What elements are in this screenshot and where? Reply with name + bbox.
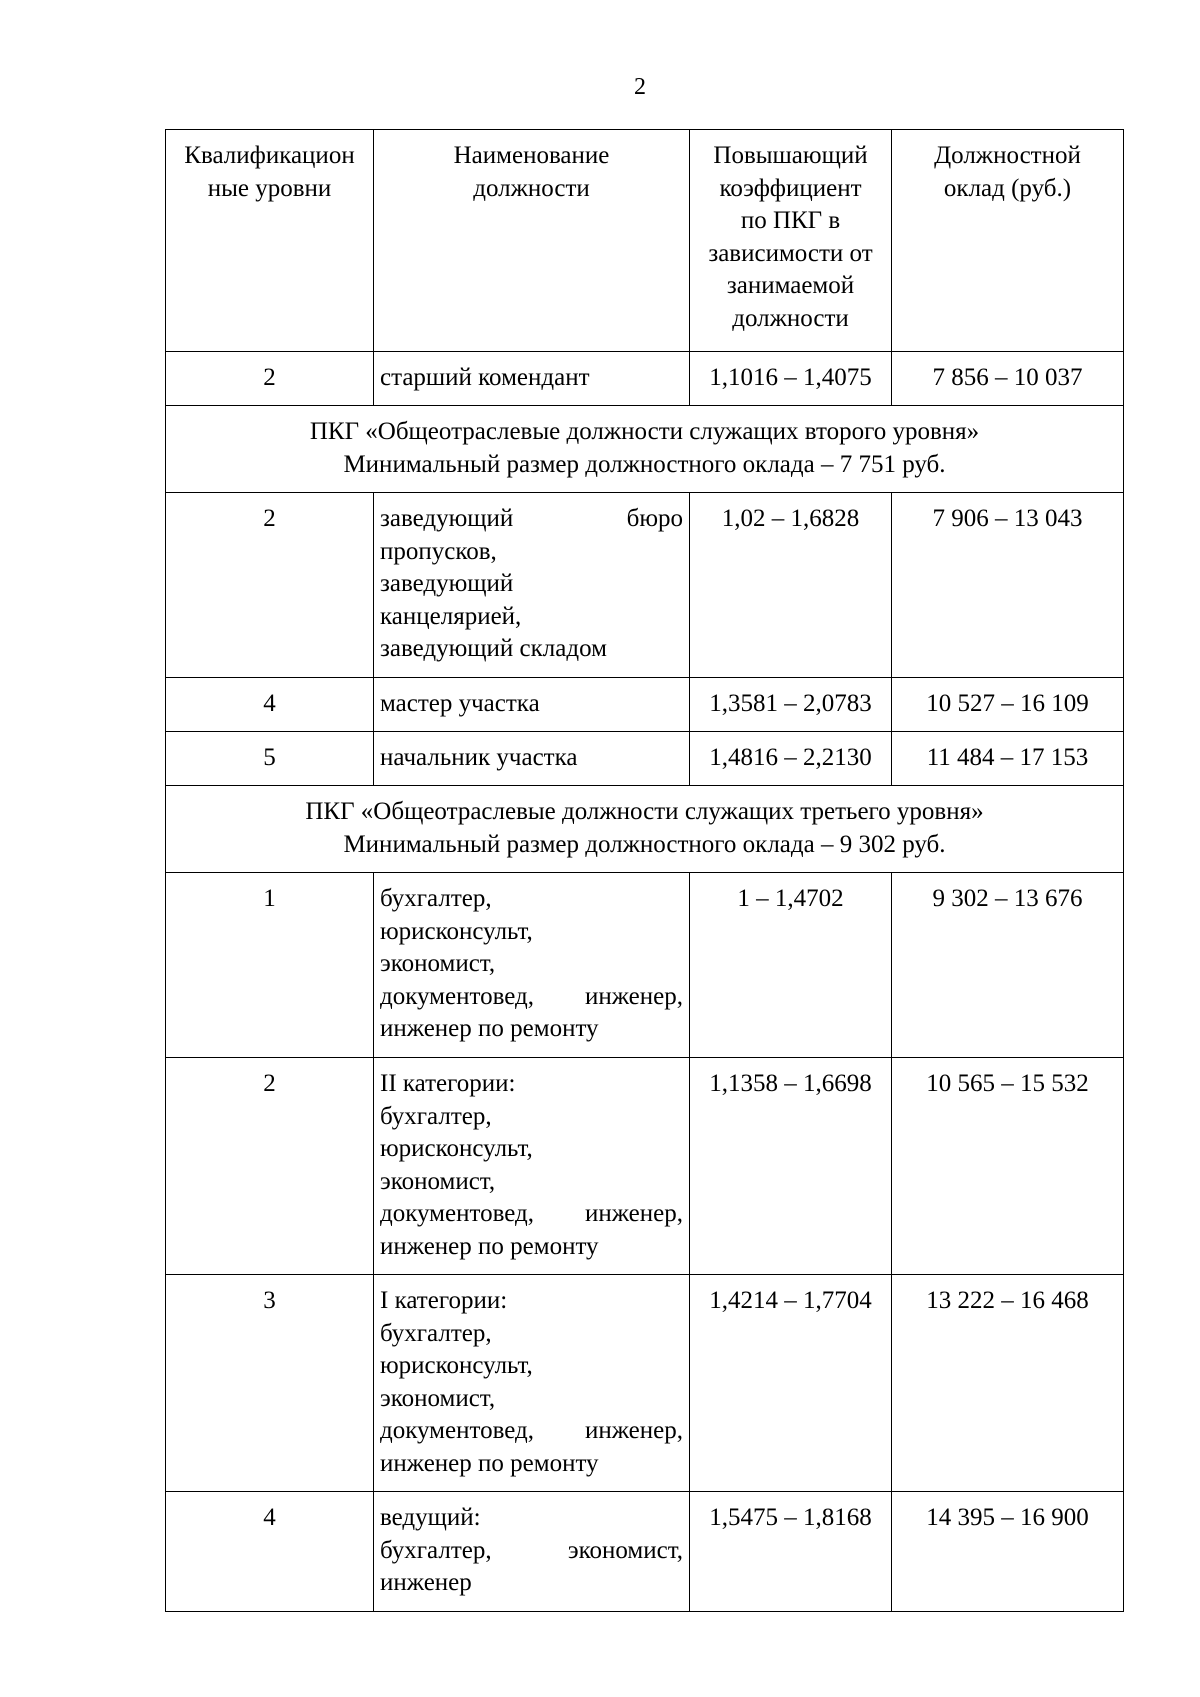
coefficient-cell: 1,4816 – 2,2130 xyxy=(690,732,892,786)
coefficient-cell: 1 – 1,4702 xyxy=(690,873,892,1058)
header-line: должности xyxy=(473,174,590,202)
position-name-line: документовед, инженер, xyxy=(380,1200,683,1227)
header-salary xyxy=(892,130,1124,352)
position-name-line: юрисконсульт, xyxy=(380,1135,533,1162)
position-name-line: бухгалтер, xyxy=(380,1102,492,1130)
table-row xyxy=(166,873,1124,1058)
header-line: Должностной xyxy=(934,142,1081,169)
group-heading-row xyxy=(166,786,1124,873)
qualification-level-cell: 2 xyxy=(166,1058,374,1275)
qualification-level-cell: 5 xyxy=(166,732,374,786)
header-line: Повышающий xyxy=(713,142,868,169)
table-row xyxy=(166,732,1124,786)
position-name-line: начальник участка xyxy=(380,744,578,771)
position-name-line: заведующий складом xyxy=(380,635,607,662)
qualification-level-cell: 3 xyxy=(166,1275,374,1492)
salary-cell: 7 906 – 13 043 xyxy=(892,493,1124,678)
header-line: ные уровни xyxy=(207,174,332,202)
table-row xyxy=(166,1492,1124,1612)
salary-cell: 13 222 – 16 468 xyxy=(892,1275,1124,1492)
header-line: коэффициент xyxy=(719,174,862,202)
salary-table-body xyxy=(166,130,1124,1612)
position-name-line: инженер по ремонту xyxy=(380,1449,599,1477)
coefficient-cell: 1,1016 – 1,4075 xyxy=(690,352,892,406)
group-heading-cell xyxy=(166,406,1124,493)
table-row xyxy=(166,493,1124,678)
qualification-level-cell: 2 xyxy=(166,493,374,678)
header-line: по ПКГ в xyxy=(740,207,841,234)
page-number: 2 xyxy=(634,74,646,100)
position-name-cell xyxy=(374,678,690,732)
position-name-cell xyxy=(374,1492,690,1612)
position-name-line: документовед, инженер, xyxy=(380,1417,683,1444)
position-name-line: I категории: xyxy=(380,1287,508,1314)
position-name-line: пропусков, xyxy=(380,537,497,565)
coefficient-cell: 1,3581 – 2,0783 xyxy=(690,678,892,732)
qualification-level-cell: 4 xyxy=(166,1492,374,1612)
position-name-line: заведующий бюро xyxy=(380,505,683,532)
salary-cell: 10 565 – 15 532 xyxy=(892,1058,1124,1275)
position-name-line: юрисконсульт, xyxy=(380,1352,533,1379)
coefficient-cell: 1,5475 – 1,8168 xyxy=(690,1492,892,1612)
coefficient-cell: 1,02 – 1,6828 xyxy=(690,493,892,678)
position-name-line: инженер по ремонту xyxy=(380,1232,599,1260)
group-heading-row xyxy=(166,406,1124,493)
header-line: оклад (руб.) xyxy=(943,174,1072,202)
position-name-line: экономист, xyxy=(380,950,496,977)
position-name-line: ведущий: xyxy=(380,1504,481,1531)
position-name-line: II категории: xyxy=(380,1070,516,1097)
header-line: занимаемой xyxy=(726,272,855,299)
table-row xyxy=(166,352,1124,406)
salary-cell: 9 302 – 13 676 xyxy=(892,873,1124,1058)
position-name-line: заведующий xyxy=(380,570,514,597)
salary-cell: 10 527 – 16 109 xyxy=(892,678,1124,732)
header-position-name xyxy=(374,130,690,352)
position-name-cell xyxy=(374,1058,690,1275)
coefficient-cell: 1,1358 – 1,6698 xyxy=(690,1058,892,1275)
position-name-cell xyxy=(374,732,690,786)
header-line: должности xyxy=(732,304,849,332)
header-qualification-level xyxy=(166,130,374,352)
salary-cell: 7 856 – 10 037 xyxy=(892,352,1124,406)
table-row xyxy=(166,678,1124,732)
position-name-line: старший комендант xyxy=(380,364,590,391)
position-name-cell xyxy=(374,352,690,406)
group-title: ПКГ «Общеотраслевые должности служащих третьего уровня» xyxy=(305,798,984,825)
position-name-cell xyxy=(374,1275,690,1492)
position-name-line: канцелярией, xyxy=(380,602,522,630)
position-name-line: юрисконсульт, xyxy=(380,917,533,945)
position-name-line: инженер по ремонту xyxy=(380,1015,599,1042)
position-name-line: бухгалтер, xyxy=(380,885,492,912)
position-name-cell xyxy=(374,873,690,1058)
qualification-level-cell: 2 xyxy=(166,352,374,406)
position-name-line: инженер xyxy=(380,1569,472,1596)
salary-table xyxy=(165,129,1124,1612)
qualification-level-cell: 1 xyxy=(166,873,374,1058)
qualification-level-cell: 4 xyxy=(166,678,374,732)
table-row xyxy=(166,1058,1124,1275)
coefficient-cell: 1,4214 – 1,7704 xyxy=(690,1275,892,1492)
position-name-line: мастер участка xyxy=(380,690,540,717)
group-min-salary: Минимальный размер должностного оклада – 9 302 руб. xyxy=(343,830,946,858)
group-title: ПКГ «Общеотраслевые должности служащих второго уровня» xyxy=(309,418,980,445)
position-name-line: экономист, xyxy=(380,1167,496,1195)
table-row xyxy=(166,1275,1124,1492)
group-heading-cell xyxy=(166,786,1124,873)
group-min-salary: Минимальный размер должностного оклада – 7 751 руб. xyxy=(343,450,946,478)
table-header-row xyxy=(166,130,1124,352)
position-name-line: экономист, xyxy=(380,1384,496,1412)
header-line: Квалификацион xyxy=(184,142,355,169)
position-name-line: документовед, инженер, xyxy=(380,982,683,1010)
position-name-line: бухгалтер, xyxy=(380,1319,492,1347)
position-name-line: бухгалтер, экономист, xyxy=(380,1536,683,1564)
header-coefficient xyxy=(690,130,892,352)
header-line: зависимости от xyxy=(708,239,873,267)
salary-cell: 11 484 – 17 153 xyxy=(892,732,1124,786)
salary-cell: 14 395 – 16 900 xyxy=(892,1492,1124,1612)
position-name-cell xyxy=(374,493,690,678)
header-line: Наименование xyxy=(453,142,610,169)
